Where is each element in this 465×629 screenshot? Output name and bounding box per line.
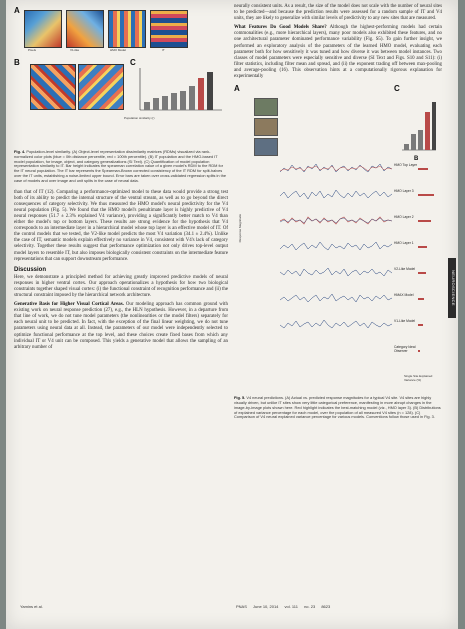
rdm-label-hmo: HMO Model [110, 48, 127, 52]
hist-bar-6 [418, 298, 424, 300]
trace-row-4 [280, 240, 392, 254]
fig4-panel-b-letter: B [14, 58, 20, 67]
trace-row-2 [280, 188, 392, 202]
rdm-pixels [24, 10, 62, 48]
row-label-v2-like: V2-Like Model [394, 267, 416, 272]
trace-row-5 [280, 266, 392, 280]
stimulus-thumb-1 [254, 98, 278, 116]
fig4-panel-c-letter: C [130, 58, 136, 67]
discussion-para-1: Here, we demonstrate a principled method for achieving greatly improved predictive models of neural responses in higher ventral cortex. Our approach operationalizes a hypothesis for how two biological constraints together shaped visual cortex: (i) the functional constraint of recognition performance and (ii) the structural constraint imposed by the hierarchical network architecture. [14, 274, 228, 298]
section-side-tab: NEUROSCIENCE [448, 258, 456, 318]
row-label-hmo-top: HMO Top Layer [394, 163, 418, 168]
hist-bar-1 [418, 168, 428, 170]
rdm-label-it: IT [162, 48, 165, 52]
features-subhead: What Features Do Good Models Share? [234, 25, 327, 31]
fig4-caption-text: Population-level similarity. (A) Object-level representation dissimilarity matrices (RDMs) visualized via rank-normalized color plots (blue = 0th distance percentile, red = 100th percentile). (B) IT population and the HMO-based IT model population, for image, object, and category generalizations (SI Text). (C) Quantification of model population representation similarity to IT. Bar height indicates the spearman correlation value of a given model's RDM to the RDM for the IT neural population. The IT bar represents the Spearman-Brown corrected consistency of the IT RDM for split-halves over the IT units, establishing a noise-limited upper bound. Error bars are taken over cross-validated regression splits in the case of models and over image and unit splits in the case of neural data. [14, 149, 227, 183]
trace-row-6 [280, 292, 392, 306]
fig5-caption [234, 396, 442, 420]
fig4-bar-chart [136, 66, 224, 112]
right-column [234, 4, 442, 426]
trace-row-3 [280, 214, 392, 228]
footer-page: 8623 [321, 604, 331, 609]
hist-bar-7 [418, 324, 423, 326]
generative-basis-subhead: Generative Basis for Higher Visual Cortical Areas. [14, 302, 124, 308]
row-label-category: Category Ideal Observer [394, 345, 416, 354]
fig5-caption-title: Fig. 5. [234, 395, 246, 401]
author-footer: Yamins et al. [20, 604, 43, 609]
fig5-c-bar-chart [400, 94, 438, 154]
discussion-heading: Discussion [14, 266, 47, 273]
rdm-b-2 [78, 64, 124, 110]
features-text: Although the highest-performing models had certain commonalities (e.g., more hierarchical layers), many poor models also exhibited these features, and no one architectural parameter dominated performance variability (Fig. S5). To gain further insight, we performed an exploratory analysis of the parameters of the learned HMO model, evaluating each parameter both for how sensitively it was tuned and how diverse it was between model instances. Two classes of model parameters were especially sensitive and diverse (SI Text and Figs. S10 and S11): (i) filter statistics, including filter mean and spread, and (ii) the exponent trading off between max-pooling and average-pooling (16). This observation hints at a computationally rigorous explanation for experimentally [234, 25, 442, 80]
row-label-hmo-2: HMO Layer 2 [394, 215, 414, 220]
hist-bar-3 [418, 220, 431, 222]
left-body-text: than that of IT (12). Comparing a performance-optimized model to these data would provide a strong test both of its ability to predict the internal structure of the ventral stream, as well as to go beyond the direct consequences of category selectivity. We thus measured the HMO model's neural predictivity for the V4 neural population (Fig. 5). We found that the HMO model's penultimate layer is highly predictive of V4 neural responses (51.7 ± 2.3% explained V4 variance), providing a significantly better match to V4 than either the model's top or bottom layers. These results are strong evidence for the hypothesis that V4 corresponds to an intermediate layer in a hierarchical model whose top layer is an effective model of IT. Of the control models that we tested, the V2-like model predicts the most V4 variation (34.1 ± 2.4%). Unlike the case of IT, semantic models explain effectively no variance in V4, consistent with V4's lack of category selectivity. Together these results suggest that performance optimization not only drives top-level output model layers to resemble IT, but also imposes biologically consistent constraints on the intermediate feature representations that can support downstream performance. [14, 189, 228, 262]
hist-bar-5 [418, 272, 426, 274]
discussion-para-2-text: Our modeling approach has common ground with existing work on neural response prediction (27), e.g., the HLN hypothesis. However, in a departure from that line of work, we do not tune model parameters (the nonlinearities or the model filters) separately for each neural unit to be predicted. In fact, with the exception of the final linear weighting, we do not tune parameters using neural data at all. Instead, the parameters of our model were independently selected to optimize functional performance at the top level, and these choices create fixed bases from which any individual IT or V4 unit can be composed. This yields a generative model that allows the sampling of an arbitrary number of [14, 302, 228, 350]
trace-row-1 [280, 162, 392, 176]
footer-volume: vol. 111 [284, 604, 298, 609]
footer-date: June 10, 2014 [253, 604, 279, 609]
fig4-caption [14, 150, 228, 184]
fig4-panel-a-letter: A [14, 6, 20, 15]
hist-bar-4 [418, 246, 427, 248]
fig5-x-axis-label: Single Site Explained Variance (%) [404, 374, 433, 383]
fig5-y-axis-label: Response Magnitude [238, 214, 242, 243]
row-label-hmo-1: HMO Layer 1 [394, 241, 414, 246]
fig5-panel-b-letter: B [414, 156, 419, 163]
stimulus-thumb-2 [254, 118, 278, 136]
figure-4 [14, 6, 228, 146]
journal-footer [236, 604, 436, 609]
left-column [14, 6, 228, 354]
hist-bar-2 [418, 194, 434, 196]
row-label-hmax: HMAX Model [394, 293, 414, 298]
footer-journal: PNAS [236, 604, 247, 609]
row-label-hmo-3: HMO Layer 3 [394, 189, 414, 194]
fig4-b-ylabel: Population similarity (r) [124, 116, 155, 120]
fig4-caption-title: Fig. 4. [14, 149, 26, 154]
row-label-v1-like: V1-Like Model [394, 319, 416, 324]
rdm-label-v1: V1-like [70, 48, 80, 52]
fig5-caption-text: V4 neural predictions. (A) Actual vs. predicted response magnitudes for a typical V4 site. V4 sites are highly visually driven, but unlike IT sites show very little categorical preference, manifesting in more abrupt changes in the image-by-image plots shown here. Red highlight indicates the best-matching model (viz., HMO layer 3). (B) Distributions of explained variance percentage for each model, over the population of all measured V4 sites (n = 128). (C) Comparison of V4 neural explained variance percentage for various models. Conventions follow those used in Fig. 3. [234, 395, 441, 420]
rdm-label-pixels: Pixels [28, 48, 37, 52]
fig5-panel-a-letter: A [234, 84, 240, 94]
features-para [234, 25, 442, 80]
trace-row-7 [280, 318, 392, 332]
discussion-para-2 [14, 302, 228, 351]
journal-page [6, 0, 458, 629]
rdm-b-1 [30, 64, 76, 110]
hist-bar-8 [418, 350, 420, 352]
fig5-panel-c-letter: C [394, 84, 400, 94]
figure-5 [234, 84, 442, 394]
rdm-v1-like [66, 10, 104, 48]
stimulus-thumb-3 [254, 138, 278, 156]
rdm-hmo-model [108, 10, 146, 48]
right-top-text: neurally consistent units. As a result, the size of the model does not scale with the number of neural sites to be predicted—and because the prediction results were assessed for a random sample of IT and V4 units, they are likely to generalize with similar levels of predictivity to any new sites that are measured. [234, 4, 442, 22]
rdm-it [150, 10, 188, 48]
footer-issue: no. 23 [304, 604, 316, 609]
